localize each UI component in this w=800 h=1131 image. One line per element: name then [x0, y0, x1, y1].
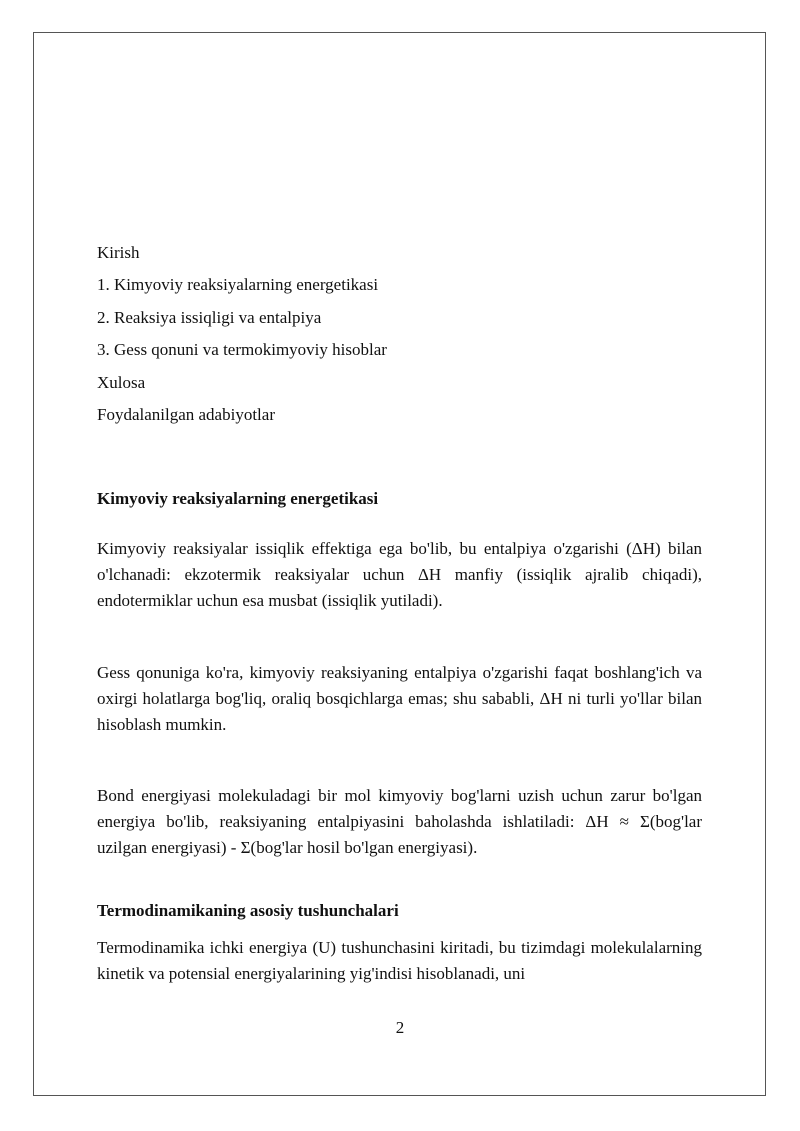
- table-of-contents: [97, 240, 702, 428]
- paragraph-bond-energy: Bond energiyasi molekuladagi bir mol kimyoviy bog'larni uzish uchun zarur bo'lgan energiya bo'lib, reaksiyaning entalpiyasini baholashda ishlatiladi: ΔH ≈ Σ(bog'lar uzilgan energiyasi) - Σ(bog'lar hosil bo'lgan energiyasi).: [97, 785, 702, 857]
- toc-item-2: 2. Reaksiya issiqligi va entalpiya: [97, 307, 322, 327]
- section-heading-energetics: Kimyoviy reaksiyalarning energetikasi: [97, 488, 379, 508]
- page-content: [97, 240, 702, 987]
- toc-item-1: 1. Kimyoviy reaksiyalarning energetikasi: [97, 275, 379, 295]
- paragraph-enthalpy: Kimyoviy reaksiyalar issiqlik effektiga ega bo'lib, bu entalpiya o'zgarishi (ΔH) bilan o'lchanadi: ekzotermik reaksiyalar uchun ΔH manfiy (issiqlik ajralib chiqadi), endotermiklar uchun esa musbat (issiqlik yutiladi).: [97, 538, 702, 610]
- paragraph-hess-law: Gess qonuniga ko'ra, kimyoviy reaksiyaning entalpiya o'zgarishi faqat boshlang'ich va oxirgi holatlarga bog'liq, oraliq bosqichlarga emas; shu sababli, ΔH ni turli yo'llar bilan hisoblash mumkin.: [97, 662, 702, 734]
- toc-item-references: Foydalanilgan adabiyotlar: [97, 404, 275, 424]
- toc-item-3: 3. Gess qonuni va termokimyoviy hisoblar: [97, 340, 387, 360]
- paragraph-internal-energy: Termodinamika ichki energiya (U) tushunchasini kiritadi, bu tizimdagi molekulalarning kinetik va potensial energiyalarining yig'indisi hisoblanadi, uni: [97, 937, 702, 983]
- page-number: 2: [395, 1018, 405, 1037]
- toc-item-intro: Kirish: [97, 243, 140, 262]
- section-heading-thermodynamics: Termodinamikaning asosiy tushunchalari: [97, 900, 399, 920]
- toc-item-conclusion: Xulosa: [97, 372, 146, 392]
